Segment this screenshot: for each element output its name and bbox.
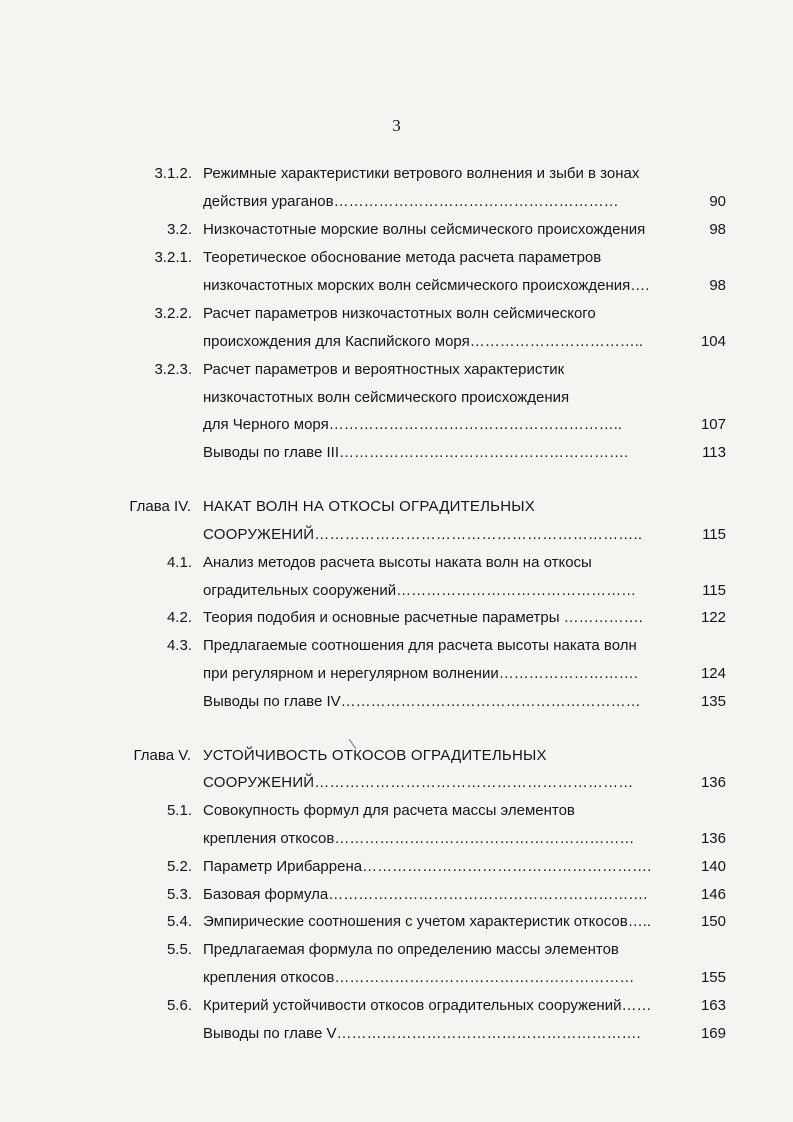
section-number: 3.2.2.: [154, 305, 192, 322]
toc-line: [0, 191, 793, 213]
toc-entry-text: Выводы по главе IV……………………………………………………: [203, 693, 641, 710]
toc-line: [0, 663, 793, 685]
chapter-label: Глава V.: [133, 747, 191, 764]
section-number: 5.6.: [166, 997, 192, 1014]
toc-line: [0, 331, 793, 353]
toc-entry-text: СООРУЖЕНИЙ………………………………………………………..: [203, 526, 643, 543]
toc-entry-text: крепления откосов……………………………………………………: [203, 969, 635, 986]
toc-page-number: 136: [700, 830, 726, 847]
toc-entry-text: низкочастотных волн сейсмического происхождения: [203, 389, 570, 406]
toc-page-number: 163: [700, 997, 726, 1014]
toc-line: [0, 635, 793, 657]
section-number: 3.1.2.: [154, 165, 192, 182]
toc-entry-text: для Черного моря…………………………………………………..: [203, 416, 623, 433]
section-number: 3.2.: [166, 221, 192, 238]
toc-line: [0, 163, 793, 185]
toc-entry-text: Критерий устойчивости откосов оградительных сооружений……: [203, 997, 652, 1014]
toc-entry-text: Режимные характеристики ветрового волнения и зыби в зонах: [203, 165, 640, 182]
toc-entry-text: действия ураганов…………………………………………………: [203, 193, 619, 210]
section-number: 4.2.: [166, 609, 192, 626]
toc-page-number: 150: [700, 913, 726, 930]
toc-line: [0, 442, 793, 464]
toc-line: [0, 828, 793, 850]
toc-page-number: 113: [702, 444, 726, 461]
toc-line: [0, 552, 793, 574]
toc-line: [0, 387, 793, 409]
toc-page-number: 135: [700, 693, 726, 710]
toc-line: [0, 911, 793, 933]
toc-line: [0, 359, 793, 381]
toc-page-number: 98: [709, 221, 726, 238]
toc-entry-text: Параметр Ирибаррена………………………………………………….: [203, 858, 652, 875]
toc-page-number: 155: [700, 969, 726, 986]
toc-line: [0, 1023, 793, 1045]
toc-line: [0, 995, 793, 1017]
chapter-label: Глава IV.: [129, 498, 191, 515]
toc-page-number: 146: [700, 886, 726, 903]
toc-line: [0, 856, 793, 878]
toc-line: [0, 524, 793, 546]
toc-line: [0, 884, 793, 906]
toc-line: [0, 745, 793, 767]
toc-entry-text: Расчет параметров низкочастотных волн сейсмического: [203, 305, 596, 322]
toc-page-number: 140: [700, 858, 726, 875]
toc-page-number: 98: [709, 277, 726, 294]
toc-entry-text: Низкочастотные морские волны сейсмического происхождения: [203, 221, 646, 238]
section-number: 5.3.: [166, 886, 192, 903]
toc-entry-text: Предлагаемая формула по определению массы элементов: [203, 941, 619, 958]
toc-page-number: 90: [709, 193, 726, 210]
toc-entry-text: при регулярном и нерегулярном волнении……………………….: [203, 665, 638, 682]
toc-entry-text: Расчет параметров и вероятностных характеристик: [203, 361, 565, 378]
page-number: 3: [392, 116, 401, 135]
toc-page-number: 122: [700, 609, 726, 626]
section-number: 5.5.: [166, 941, 192, 958]
toc-entry-text: происхождения для Каспийского моря……………………………..: [203, 333, 644, 350]
toc-line: [0, 414, 793, 436]
toc-entry-text: Выводы по главе V…………………………………………………….: [203, 1025, 641, 1042]
section-number: 5.1.: [166, 802, 192, 819]
toc-line: [0, 800, 793, 822]
toc-entry-text: Эмпирические соотношения с учетом характеристик откосов…..: [203, 913, 652, 930]
toc-entry-text: УСТОЙЧИВОСТЬ ОТКОСОВ ОГРАДИТЕЛЬНЫХ: [203, 747, 547, 764]
toc-entry-text: Теоретическое обоснование метода расчета параметров: [203, 249, 602, 266]
toc-entry-text: Анализ методов расчета высоты наката волн на откосы: [203, 554, 592, 571]
toc-entry-text: Базовая формула……………………………………………………….: [203, 886, 648, 903]
toc-page-number: 115: [702, 582, 726, 599]
toc-page-number: 169: [700, 1025, 726, 1042]
toc-entry-text: оградительных сооружений…………………………………………: [203, 582, 637, 599]
toc-line: [0, 275, 793, 297]
toc-entry-text: Выводы по главе III………………………………………………….: [203, 444, 629, 461]
toc-entry-text: НАКАТ ВОЛН НА ОТКОСЫ ОГРАДИТЕЛЬНЫХ: [203, 498, 535, 515]
toc-line: [0, 219, 793, 241]
toc-page-number: 115: [702, 526, 726, 543]
toc-page-number: 104: [700, 333, 726, 350]
toc-entry-text: Предлагаемые соотношения для расчета высоты наката волн: [203, 637, 637, 654]
section-number: 4.3.: [166, 637, 192, 654]
toc-line: [0, 496, 793, 518]
section-number: 3.2.3.: [154, 361, 192, 378]
toc-line: [0, 691, 793, 713]
section-number: 5.4.: [166, 913, 192, 930]
toc-entry-text: низкочастотных морских волн сейсмического происхождения….: [203, 277, 650, 294]
toc-page-number: 124: [700, 665, 726, 682]
toc-line: [0, 607, 793, 629]
toc-line: [0, 247, 793, 269]
toc-line: [0, 580, 793, 602]
toc-page-number: 107: [700, 416, 726, 433]
toc-entry-text: Теория подобия и основные расчетные параметры …………….: [203, 609, 643, 626]
toc-line: [0, 939, 793, 961]
section-number: 4.1.: [166, 554, 192, 571]
toc-line: [0, 303, 793, 325]
toc-entry-text: СООРУЖЕНИЙ………………………………………………………: [203, 774, 634, 791]
toc-line: [0, 967, 793, 989]
section-number: 3.2.1.: [154, 249, 192, 266]
toc-entry-text: Совокупность формул для расчета массы элементов: [203, 802, 575, 819]
toc-page-number: 136: [700, 774, 726, 791]
toc-line: [0, 772, 793, 794]
toc-entry-text: крепления откосов……………………………………………………: [203, 830, 635, 847]
section-number: 5.2.: [166, 858, 192, 875]
